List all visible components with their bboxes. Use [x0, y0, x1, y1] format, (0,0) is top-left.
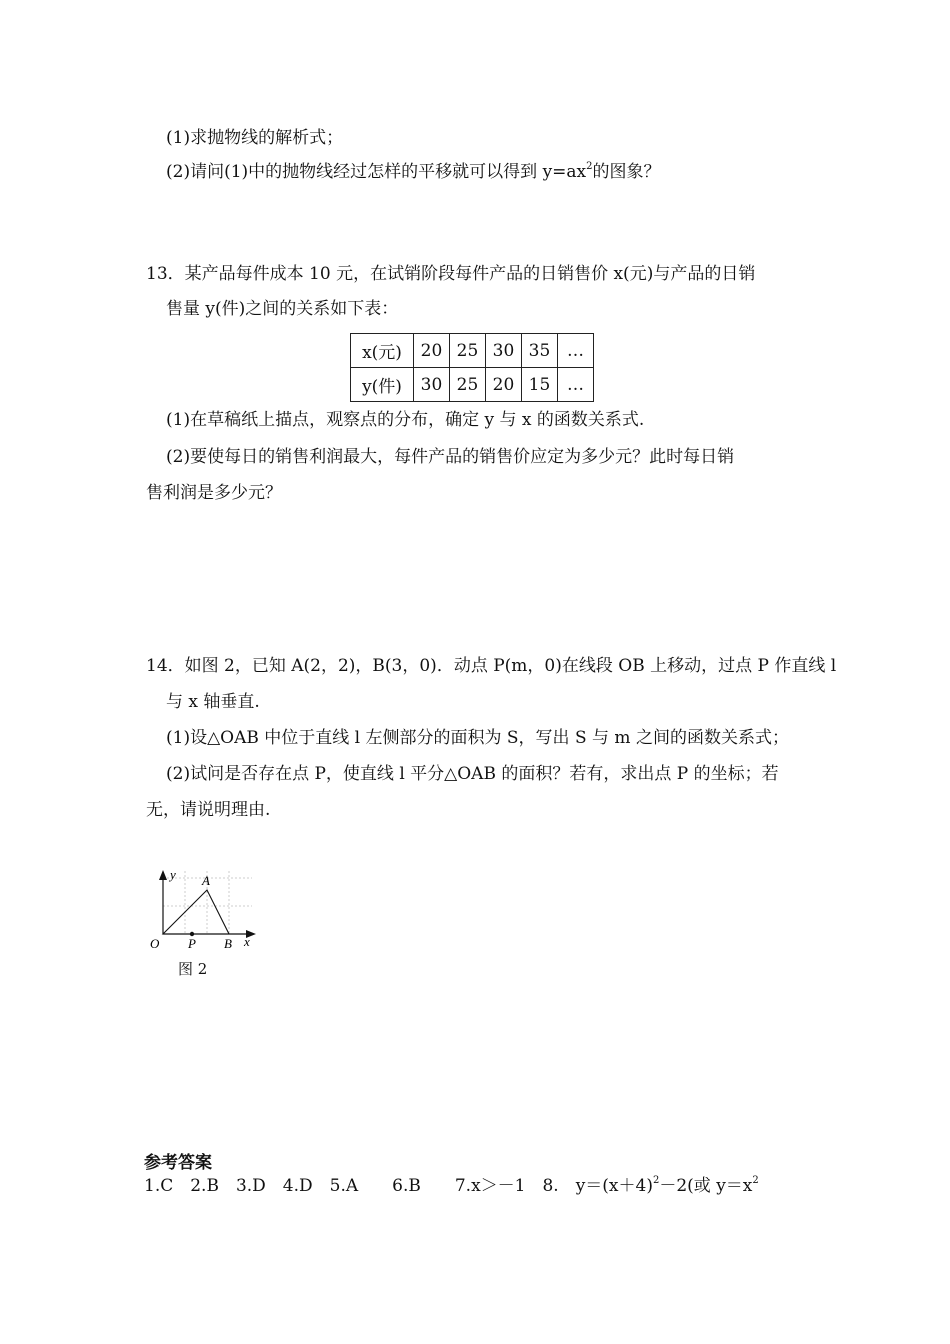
- q13-stem-line1: 13．某产品每件成本 10 元，在试销阶段每件产品的日销售价 x(元)与产品的日销: [146, 264, 756, 284]
- label-b: B: [224, 936, 232, 951]
- q14-part2-line2: 无，请说明理由.: [146, 800, 271, 820]
- q13-part2-line1: (2)要使每日的销售利润最大，每件产品的销售价应定为多少元？此时每日销: [166, 447, 735, 467]
- answers-text: 1.C 2.B 3.D 4.D 5.A 6.B 7.x＞－1 8. y＝(x＋4): [144, 1176, 653, 1196]
- q12-part2-text-end: 的图象？: [592, 162, 661, 182]
- q12-part2-exponent: 2: [586, 161, 593, 172]
- table-cell: …: [558, 334, 594, 368]
- q13-stem-line2: 售量 y(件)之间的关系如下表：: [166, 299, 399, 319]
- answers-exponent: 2: [652, 1175, 660, 1186]
- answers-heading: 参考答案: [144, 1153, 212, 1173]
- table-cell: 15: [522, 368, 558, 402]
- table-cell: 30: [414, 368, 450, 402]
- q13-part1: (1)在草稿纸上描点，观察点的分布，确定 y 与 x 的函数关系式.: [166, 410, 645, 430]
- q14-stem-line2: 与 x 轴垂直.: [166, 692, 260, 712]
- table-cell: x(元): [351, 334, 414, 368]
- label-o: O: [150, 936, 160, 951]
- table-cell: 20: [486, 368, 522, 402]
- q14-stem-line1: 14．如图 2，已知 A(2，2)，B(3，0)．动点 P(m，0)在线段 OB 上移动，过点 P 作直线 l: [146, 656, 837, 676]
- answers-line1: [144, 1174, 759, 1198]
- q13-part2-line2: 售利润是多少元？: [146, 483, 282, 503]
- q12-part2-text: (2)请问(1)中的抛物线经过怎样的平移就可以得到 y=ax: [166, 162, 587, 182]
- triangle-oab: [163, 890, 229, 934]
- label-a: A: [202, 873, 210, 888]
- q12-part2: [166, 160, 661, 184]
- label-y: y: [170, 867, 176, 882]
- table-cell: 25: [450, 368, 486, 402]
- label-p: P: [188, 936, 196, 951]
- label-x: x: [244, 934, 250, 949]
- table-row: [351, 368, 594, 402]
- table-cell: 30: [486, 334, 522, 368]
- q12-part1: (1)求抛物线的解析式；: [166, 128, 344, 148]
- table-cell: …: [558, 368, 594, 402]
- table-cell: 25: [450, 334, 486, 368]
- table-cell: 20: [414, 334, 450, 368]
- q14-part1: (1)设△OAB 中位于直线 l 左侧部分的面积为 S，写出 S 与 m 之间的函数关系式；: [166, 728, 789, 748]
- answers-exponent-2: 2: [752, 1175, 759, 1186]
- table-row: [351, 334, 594, 368]
- q14-part2-line1: (2)试问是否存在点 P，使直线 l 平分△OAB 的面积？若有，求出点 P 的坐标；若: [166, 764, 779, 784]
- answers-text-mid: －2(或 y＝x: [659, 1176, 753, 1196]
- table-cell: 35: [522, 334, 558, 368]
- table-cell: y(件): [351, 368, 414, 402]
- triangle-figure: [148, 866, 263, 958]
- y-axis-arrow: [159, 870, 167, 880]
- price-sales-table: [350, 333, 594, 402]
- figure-caption: 图 2: [178, 960, 208, 978]
